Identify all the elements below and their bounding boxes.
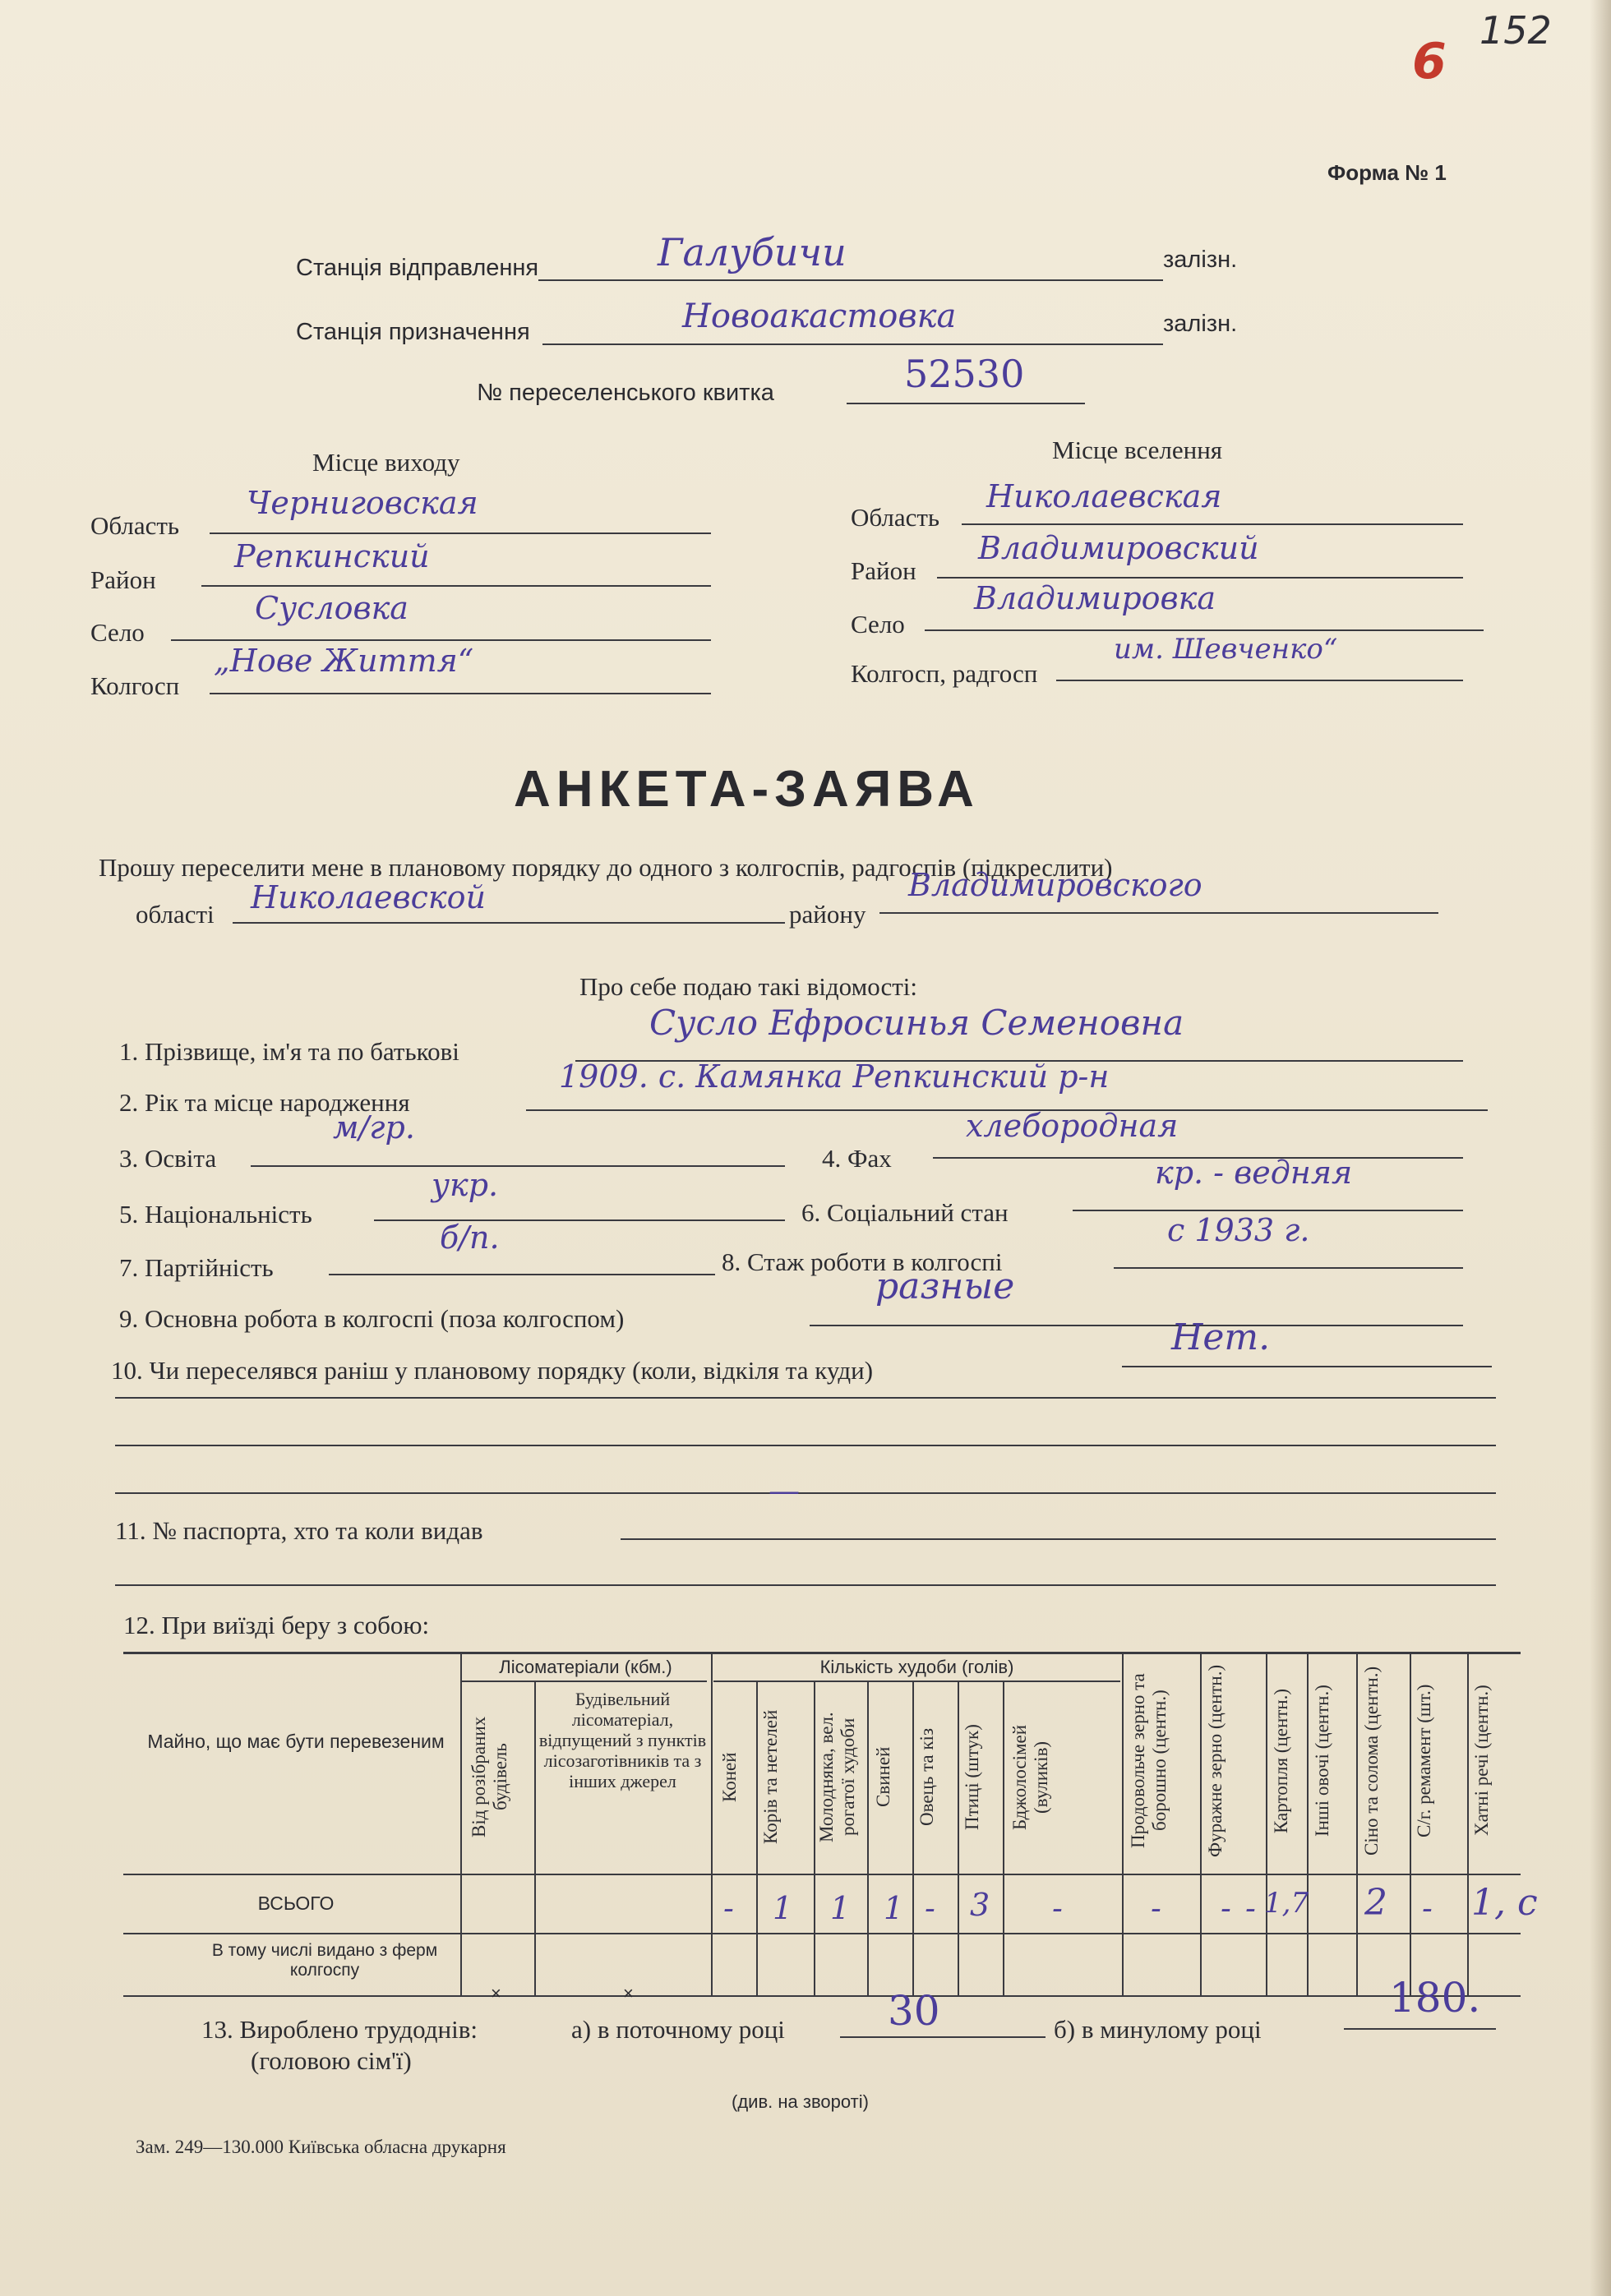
total-horses: - bbox=[723, 1890, 734, 1926]
q7-value: б/п. bbox=[440, 1219, 500, 1256]
destination-rail: залізн. bbox=[1163, 311, 1238, 337]
origin-kolkhoz-label: Колгосп bbox=[90, 671, 180, 700]
about-heading: Про себе подаю такі відомості: bbox=[579, 972, 918, 1001]
group-livestock: Кількість худоби (голів) bbox=[819, 1657, 1014, 1677]
group-timber: Лісоматеріали (кбм.) bbox=[499, 1657, 672, 1677]
dest-kolkhoz-label: Колгосп, радгосп bbox=[851, 659, 1038, 688]
ticket-value: 52530 bbox=[904, 352, 1025, 396]
origin-district-label: Район bbox=[90, 565, 156, 594]
col-birds: Птиці (штук) bbox=[962, 1724, 982, 1830]
col-fodder: Фуражне зерно (центн.) bbox=[1205, 1664, 1226, 1857]
total-potato: 1,7 bbox=[1264, 1887, 1309, 1920]
q2-value: 1909. с. Камянка Репкинский р-н bbox=[559, 1058, 1110, 1095]
total-bees: - bbox=[1052, 1890, 1063, 1926]
dest-district-value: Владимировский bbox=[978, 530, 1259, 566]
total-pigs: 1 bbox=[884, 1890, 904, 1926]
col-pigs: Свиней bbox=[873, 1746, 893, 1808]
form-title: АНКЕТА-ЗАЯВА bbox=[514, 761, 980, 818]
origin-village-value: Сусловка bbox=[255, 590, 409, 626]
q8-label: 8. Стаж роботи в колгоспі bbox=[722, 1247, 1003, 1276]
q5-value: укр. bbox=[432, 1167, 499, 1203]
destination-station-value: Новоакастовка bbox=[682, 297, 957, 335]
total-sheep: - bbox=[925, 1890, 935, 1926]
total-birds: 3 bbox=[970, 1887, 990, 1923]
col-dismantled: Від розібраних будівель bbox=[469, 1716, 510, 1838]
q4-label: 4. Фах bbox=[822, 1144, 892, 1173]
total-potato-dash: - bbox=[1245, 1890, 1256, 1926]
origin-kolkhoz-value: „Нове Життя“ bbox=[214, 643, 474, 679]
total-young: 1 bbox=[830, 1890, 851, 1926]
q7-label: 7. Партійність bbox=[119, 1253, 274, 1282]
dest-kolkhoz-value: им. Шевченко“ bbox=[1114, 633, 1338, 666]
total-cows: 1 bbox=[773, 1890, 793, 1926]
departure-label: Станція відправлення bbox=[296, 255, 539, 281]
dest-district-label: Район bbox=[851, 556, 916, 585]
q9-value: разные bbox=[875, 1266, 1015, 1307]
farm-mark-dismantled: × bbox=[491, 1983, 501, 2003]
page-number-red: 6 bbox=[1412, 33, 1447, 90]
q6-label: 6. Соціальний стан bbox=[801, 1198, 1009, 1227]
dest-region-label: Область bbox=[851, 503, 940, 532]
total-tools: - bbox=[1422, 1890, 1433, 1926]
q3-value: м/гр. bbox=[333, 1109, 415, 1146]
printer-note: Зам. 249—130.000 Київська обласна друкарня bbox=[136, 2137, 506, 2157]
workdays-label: 13. Вироблено трудоднів: bbox=[201, 2015, 478, 2044]
destination-station-label: Станція призначення bbox=[296, 319, 530, 345]
col-veg: Інші овочі (центн.) bbox=[1312, 1685, 1332, 1837]
col-hay: Сіно та солома (центн.) bbox=[1361, 1666, 1382, 1856]
request-text: Прошу переселити мене в плановому порядку до одного з колгоспів, радгоспів (підкреслити) bbox=[99, 853, 1113, 882]
q10-label: 10. Чи переселявся раніш у плановому порядку (коли, відкіля та куди) bbox=[111, 1356, 874, 1385]
workdays-current-value: 30 bbox=[888, 1987, 940, 2035]
origin-heading: Місце виходу bbox=[312, 448, 460, 477]
origin-region-value: Черниговская bbox=[247, 485, 478, 521]
page-number: 152 bbox=[1479, 8, 1552, 53]
request-raion-label: району bbox=[789, 900, 866, 929]
total-grain: - bbox=[1151, 1890, 1161, 1926]
col-horses: Коней bbox=[719, 1752, 740, 1802]
see-back-note: (див. на звороті) bbox=[732, 2091, 869, 2112]
row-farm-label: В тому числі видано з ферм колгоспу bbox=[211, 1941, 438, 1980]
q5-label: 5. Національність bbox=[119, 1200, 312, 1229]
col-household: Хатні речі (центн.) bbox=[1471, 1685, 1492, 1837]
q6-value: кр. - ведняя bbox=[1155, 1155, 1353, 1191]
col-young: Молодняка, вел. рогатої худоби bbox=[816, 1712, 858, 1842]
destination-heading: Місце вселення bbox=[1052, 436, 1223, 464]
workdays-current-label: а) в поточному році bbox=[571, 2015, 785, 2044]
farm-mark-building: × bbox=[623, 1983, 634, 2003]
q9-label: 9. Основна робота в колгоспі (поза колгоспом) bbox=[119, 1304, 625, 1333]
q8-value: с 1933 г. bbox=[1167, 1212, 1310, 1248]
col-potato: Картопля (центн.) bbox=[1271, 1688, 1291, 1833]
ticket-label: № переселенського квитка bbox=[477, 380, 774, 406]
col-building: Будівельний лісоматеріал, відпущений з пунктів лісозаготівників та з інших джерел bbox=[538, 1689, 707, 1791]
dest-village-value: Владимировка bbox=[974, 580, 1216, 616]
workdays-sublabel: (головою сім'ї) bbox=[251, 2046, 412, 2075]
q3-label: 3. Освіта bbox=[119, 1144, 217, 1173]
col-sheep: Овець та кіз bbox=[916, 1727, 937, 1827]
total-household: 1, с bbox=[1471, 1882, 1538, 1924]
q1-label: 1. Прізвище, ім'я та по батькові bbox=[119, 1037, 459, 1066]
q2-label: 2. Рік та місце народження bbox=[119, 1088, 410, 1117]
col-cows: Корів та нетелей bbox=[760, 1709, 781, 1845]
workdays-previous-label: б) в минулому році bbox=[1054, 2015, 1262, 2044]
q1-value: Сусло Ефросинья Семеновна bbox=[649, 1003, 1184, 1043]
origin-village-label: Село bbox=[90, 618, 145, 647]
dest-village-label: Село bbox=[851, 610, 905, 639]
dest-region-value: Николаевская bbox=[986, 478, 1222, 514]
col-bees: Бджолосімей (вуликів) bbox=[1009, 1724, 1051, 1830]
form-label: Форма № 1 bbox=[1327, 160, 1447, 185]
col-property: Майно, що має бути перевезеним bbox=[147, 1731, 445, 1752]
departure-rail: залізн. bbox=[1163, 247, 1238, 273]
q12-label: 12. При виїзді беру з собою: bbox=[123, 1611, 430, 1639]
request-oblast-label: області bbox=[136, 900, 215, 929]
origin-district-value: Репкинский bbox=[234, 538, 430, 574]
q4-value: хлебородная bbox=[966, 1108, 1179, 1144]
departure-value: Галубичи bbox=[658, 230, 847, 274]
col-tools: С/г. ремамент (шт.) bbox=[1414, 1684, 1434, 1837]
request-raion-value: Владимировского bbox=[908, 867, 1202, 903]
q11-label: 11. № паспорта, хто та коли видав bbox=[115, 1516, 483, 1545]
col-grain: Продовольче зерно та борошно (центн.) bbox=[1128, 1673, 1170, 1848]
origin-region-label: Область bbox=[90, 511, 180, 540]
total-hay: 2 bbox=[1364, 1882, 1387, 1924]
q11-value: — bbox=[769, 1473, 800, 1509]
workdays-previous-value: 180. bbox=[1389, 1974, 1481, 2022]
request-oblast-value: Николаевской bbox=[251, 879, 486, 915]
total-fodder: - bbox=[1221, 1890, 1231, 1926]
q10-value: Нет. bbox=[1171, 1316, 1271, 1358]
row-total-label: ВСЬОГО bbox=[257, 1893, 335, 1914]
